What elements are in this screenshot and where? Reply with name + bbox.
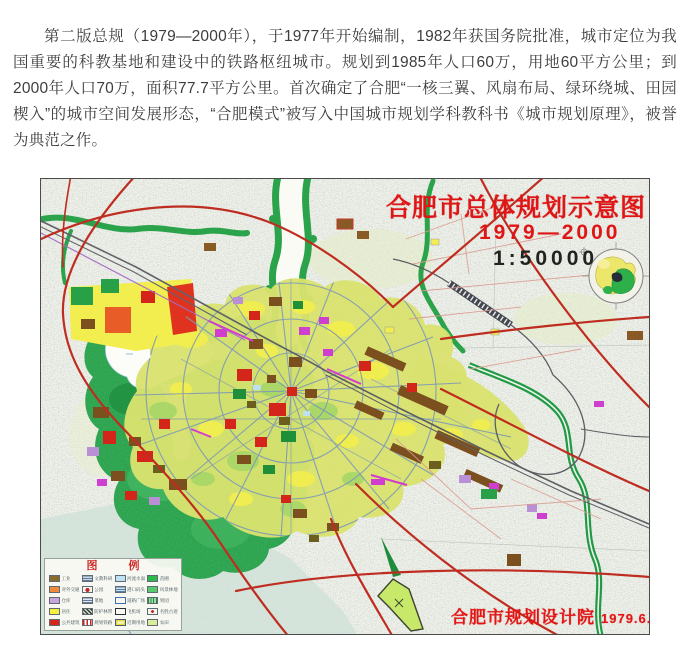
legend-label: 飞机场 bbox=[127, 608, 141, 614]
legend-item bbox=[115, 617, 146, 628]
legend-label: 近期用地 bbox=[127, 619, 145, 625]
legend-item bbox=[147, 617, 178, 628]
legend-item bbox=[82, 573, 113, 584]
legend-swatch bbox=[82, 597, 93, 604]
intro-paragraph: 第二版总规（1979—2000年），于1977年开始编制，1982年获国务院批准，城市定位为我国重要的科教基地和建设中的铁路枢纽城市。规划到1985年人口60万，用地60平方公里；到2000年人口70万，面积77.7平方公里。首次确定了合肥“一核三翼、风扇布局、绿环绕城、田园楔入”的城市空间发展形态，“合肥模式”被写入中国城市规划学科教科书《城市规划原理》，被誉为典范之作。 bbox=[13, 27, 677, 149]
legend-swatch bbox=[115, 597, 126, 604]
map-period: 1979—2000 bbox=[479, 221, 621, 244]
legend-swatch bbox=[147, 619, 158, 626]
legend-swatch bbox=[147, 597, 158, 604]
legend-label: 文教科研 bbox=[94, 575, 113, 581]
legend-label: 对外交通 bbox=[61, 586, 80, 592]
legend-item bbox=[49, 584, 80, 595]
legend-swatch bbox=[115, 608, 126, 615]
legend-label: 公共建筑 bbox=[61, 619, 80, 625]
legend-item bbox=[49, 606, 80, 617]
legend-swatch bbox=[82, 586, 93, 593]
legend-swatch bbox=[115, 619, 126, 626]
legend-item bbox=[49, 595, 80, 606]
legend-label: 公园 bbox=[94, 586, 104, 592]
legend-swatch bbox=[49, 619, 60, 626]
master-plan-map-figure[interactable] bbox=[40, 178, 650, 635]
legend-item bbox=[147, 573, 178, 584]
legend-swatch bbox=[49, 597, 60, 604]
legend-label: 农田 bbox=[159, 619, 169, 625]
map-scale: 1:50000 bbox=[493, 247, 599, 270]
legend-swatch bbox=[49, 608, 60, 615]
legend-label: 苗圃 bbox=[159, 575, 169, 581]
legend-item bbox=[115, 595, 146, 606]
legend-swatch bbox=[49, 586, 60, 593]
legend-panel bbox=[44, 558, 182, 631]
legend-swatch bbox=[147, 575, 158, 582]
legend-label: 菜地 bbox=[94, 597, 104, 603]
legend-item bbox=[147, 595, 178, 606]
legend-label: 仓库 bbox=[61, 597, 71, 603]
legend-label: 果园 bbox=[159, 597, 169, 603]
legend-item bbox=[147, 584, 178, 595]
credit-institute: 合肥市规划设计院 bbox=[451, 608, 595, 627]
legend-label: 道路广场 bbox=[127, 597, 145, 603]
legend-item bbox=[115, 606, 146, 617]
legend-swatch bbox=[115, 586, 126, 593]
legend-item bbox=[115, 573, 146, 584]
legend-title: 图 例 bbox=[86, 560, 154, 572]
legend-swatch bbox=[49, 575, 60, 582]
map-credit bbox=[451, 603, 651, 628]
legend-item bbox=[49, 573, 80, 584]
legend-label: 规划铁路 bbox=[94, 619, 113, 625]
legend-label: 居住 bbox=[61, 608, 71, 614]
map-title: 合肥市总体规划示意图 bbox=[385, 194, 646, 222]
legend-label: 港口码头 bbox=[127, 586, 145, 592]
northwest-cluster bbox=[69, 279, 199, 351]
legend-swatch bbox=[82, 575, 93, 582]
legend-label: 名胜古迹 bbox=[159, 608, 178, 614]
legend-swatch bbox=[82, 619, 93, 626]
legend-swatch bbox=[147, 586, 158, 593]
legend-label: 河流水面 bbox=[127, 575, 145, 581]
legend-swatch bbox=[82, 608, 93, 615]
legend-item bbox=[115, 584, 146, 595]
legend-item bbox=[147, 606, 178, 617]
legend-grid bbox=[45, 572, 181, 628]
legend-label: 工业 bbox=[61, 575, 71, 581]
credit-date: 1979.6. bbox=[601, 611, 652, 626]
legend-label: 风景林地 bbox=[159, 586, 178, 592]
legend-swatch bbox=[115, 575, 126, 582]
legend-item bbox=[49, 617, 80, 628]
legend-item bbox=[82, 584, 113, 595]
legend-item bbox=[82, 606, 113, 617]
legend-swatch bbox=[147, 608, 158, 615]
legend-item bbox=[82, 595, 113, 606]
legend-label: 防护林带 bbox=[94, 608, 113, 614]
legend-item bbox=[82, 617, 113, 628]
